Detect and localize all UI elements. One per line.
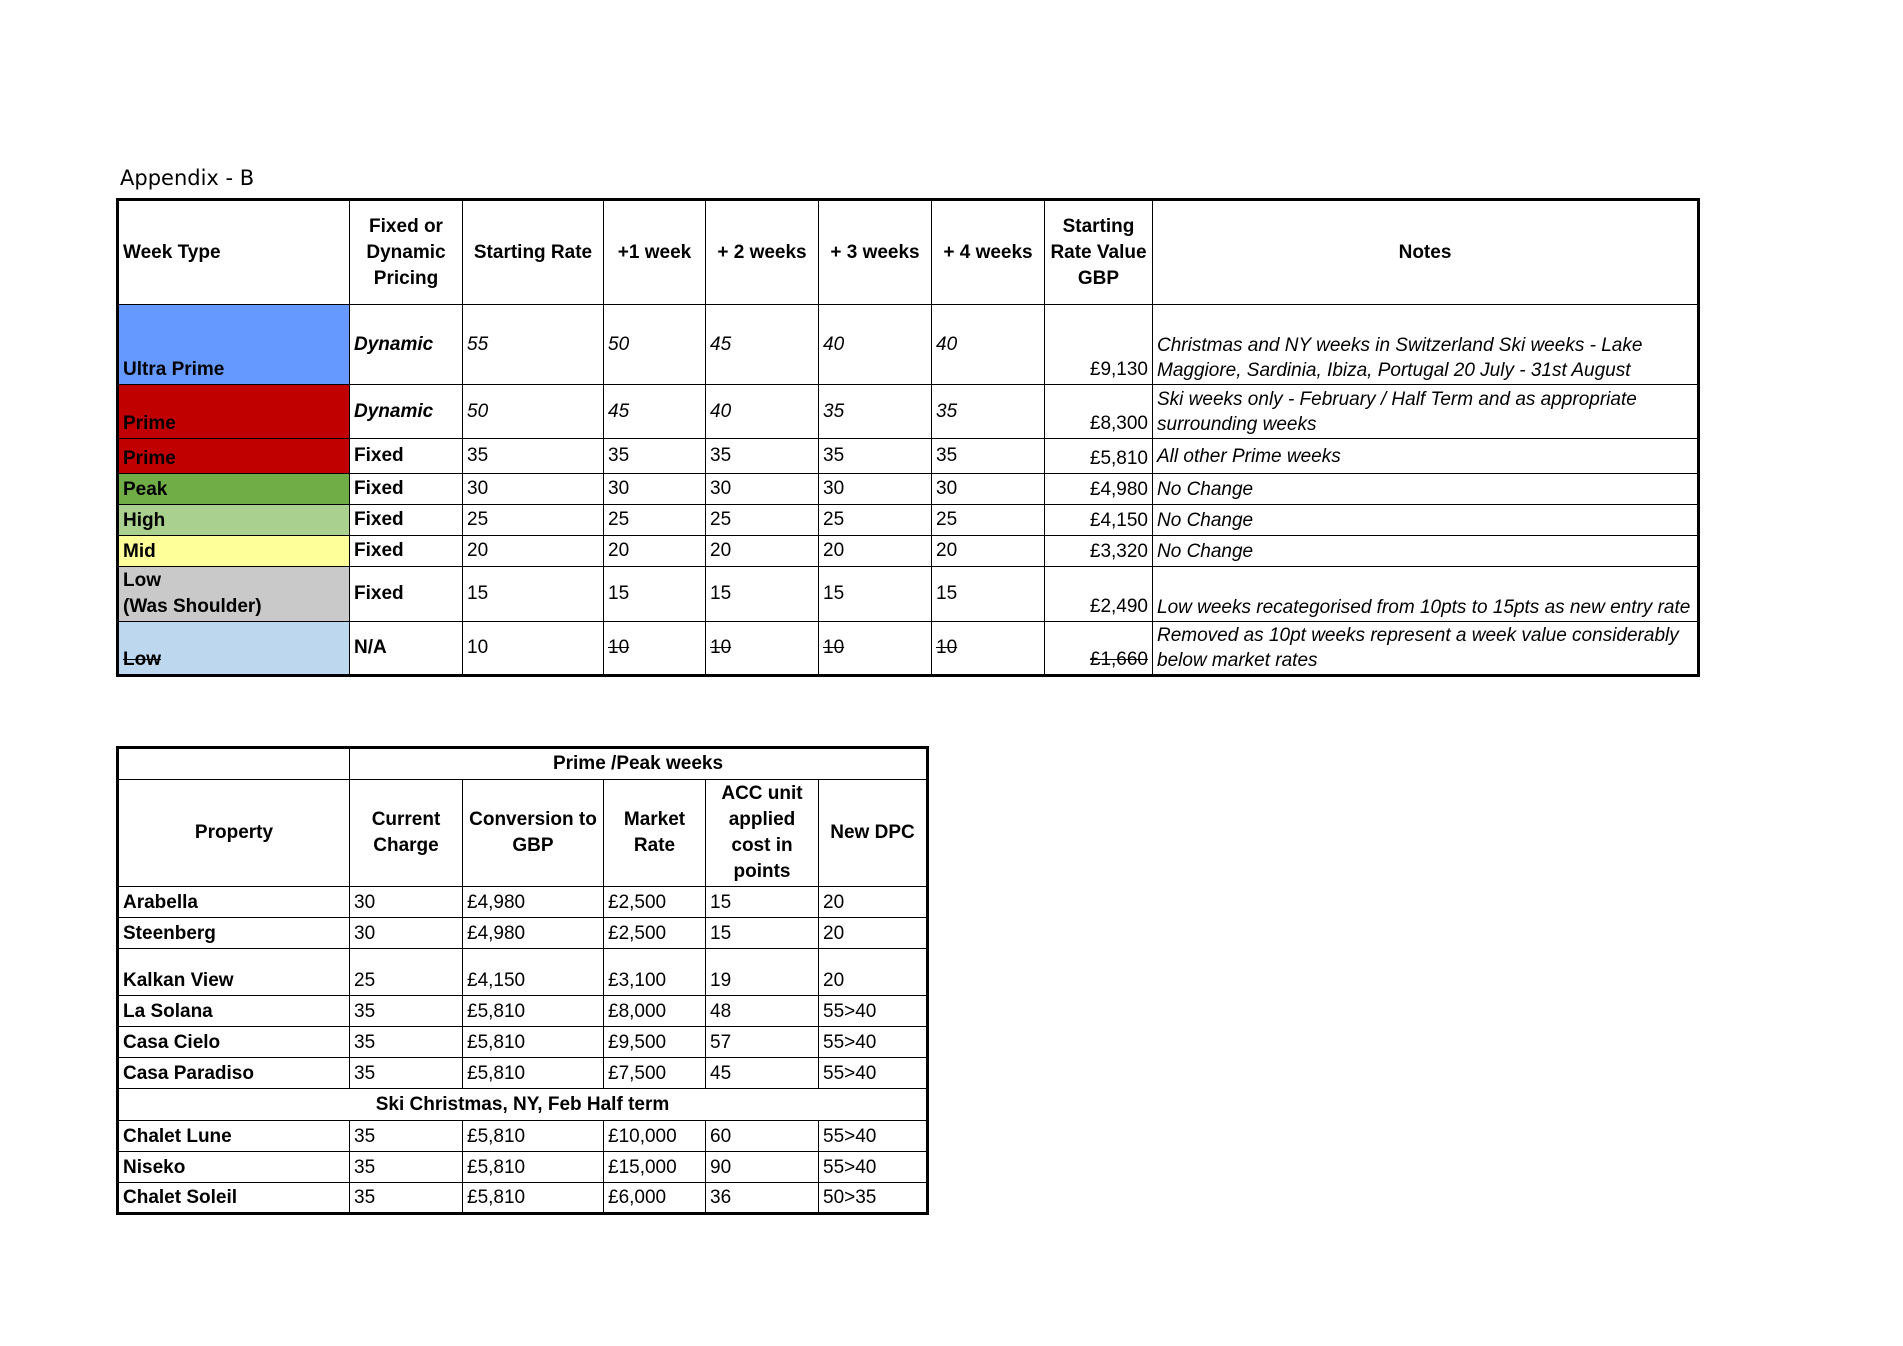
rates-header-row	[118, 200, 1699, 305]
current-charge-cell: 35	[350, 1027, 463, 1058]
table-row	[118, 439, 1699, 474]
plus-3-weeks-cell: 40	[819, 305, 932, 385]
plus-2-weeks-cell: 30	[706, 474, 819, 505]
conversion-cell: £4,980	[463, 918, 604, 949]
plus-1-week-cell: 20	[604, 536, 706, 567]
value-gbp-cell: £2,490	[1045, 567, 1153, 622]
new-dpc-cell: 20	[819, 918, 928, 949]
property-cell: Chalet Soleil	[118, 1183, 350, 1214]
starting-rate-cell: 50	[463, 385, 604, 439]
plus-1-week-cell: 45	[604, 385, 706, 439]
group-header-row	[118, 748, 928, 780]
value-gbp-cell: £4,150	[1045, 505, 1153, 536]
week-type-line: Low	[123, 570, 161, 591]
pricing-cell: N/A	[350, 622, 463, 676]
property-cell: Niseko	[118, 1152, 350, 1183]
market-rate-cell: £10,000	[604, 1121, 706, 1152]
week-type-rates-table	[116, 198, 1700, 677]
week-type-cell: Ultra Prime	[118, 305, 350, 385]
notes-cell: Low weeks recategorised from 10pts to 15pts as new entry rate	[1153, 567, 1699, 622]
plus-2-weeks-cell: 25	[706, 505, 819, 536]
new-dpc-cell: 20	[819, 887, 928, 918]
conversion-cell: £5,810	[463, 1121, 604, 1152]
plus-2-weeks-cell: 15	[706, 567, 819, 622]
starting-rate-cell: 30	[463, 474, 604, 505]
plus-2-weeks-cell: 10	[706, 622, 819, 676]
header-plus-1-week: +1 week	[604, 200, 706, 305]
conversion-cell: £5,810	[463, 1058, 604, 1089]
conversion-cell: £5,810	[463, 1152, 604, 1183]
property-header-row	[118, 780, 928, 887]
appendix-title: Appendix - B	[120, 166, 255, 190]
property-cell: Steenberg	[118, 918, 350, 949]
header-market-rate: Market Rate	[604, 780, 706, 887]
notes-cell: All other Prime weeks	[1153, 439, 1699, 474]
value-gbp-cell: £1,660	[1045, 622, 1153, 676]
plus-1-week-cell: 50	[604, 305, 706, 385]
acc-cost-cell: 15	[706, 918, 819, 949]
value-gbp-cell: £8,300	[1045, 385, 1153, 439]
starting-rate-cell: 20	[463, 536, 604, 567]
acc-cost-cell: 45	[706, 1058, 819, 1089]
starting-rate-cell: 10	[463, 622, 604, 676]
plus-4-weeks-cell: 40	[932, 305, 1045, 385]
current-charge-cell: 30	[350, 887, 463, 918]
table-row	[118, 1058, 928, 1089]
starting-rate-cell: 55	[463, 305, 604, 385]
market-rate-cell: £2,500	[604, 887, 706, 918]
market-rate-cell: £7,500	[604, 1058, 706, 1089]
plus-2-weeks-cell: 20	[706, 536, 819, 567]
header-plus-3-weeks: + 3 weeks	[819, 200, 932, 305]
new-dpc-cell: 20	[819, 949, 928, 996]
value-gbp-cell: £5,810	[1045, 439, 1153, 474]
prime-peak-header: Prime /Peak weeks	[350, 748, 928, 780]
property-cell: Kalkan View	[118, 949, 350, 996]
week-type-cell: Prime	[118, 439, 350, 474]
acc-cost-cell: 15	[706, 887, 819, 918]
week-type-cell: Mid	[118, 536, 350, 567]
header-acc-unit-cost: ACC unit applied cost in points	[706, 780, 819, 887]
table-row	[118, 1183, 928, 1214]
pricing-cell: Fixed	[350, 536, 463, 567]
pricing-cell: Fixed	[350, 567, 463, 622]
notes-cell: Christmas and NY weeks in Switzerland Ski weeks - Lake Maggiore, Sardinia, Ibiza, Portugal 20 July - 31st August	[1153, 305, 1699, 385]
table-row	[118, 385, 1699, 439]
table-row	[118, 949, 928, 996]
plus-3-weeks-cell: 20	[819, 536, 932, 567]
table-row	[118, 567, 1699, 622]
table-row	[118, 887, 928, 918]
plus-4-weeks-cell: 35	[932, 439, 1045, 474]
plus-2-weeks-cell: 45	[706, 305, 819, 385]
pricing-cell: Dynamic	[350, 385, 463, 439]
acc-cost-cell: 19	[706, 949, 819, 996]
header-new-dpc: New DPC	[819, 780, 928, 887]
value-gbp-cell: £3,320	[1045, 536, 1153, 567]
plus-4-weeks-cell: 25	[932, 505, 1045, 536]
current-charge-cell: 35	[350, 996, 463, 1027]
table-row	[118, 1152, 928, 1183]
plus-1-week-cell: 35	[604, 439, 706, 474]
new-dpc-cell: 55>40	[819, 1058, 928, 1089]
notes-cell: No Change	[1153, 505, 1699, 536]
header-plus-4-weeks: + 4 weeks	[932, 200, 1045, 305]
header-current-charge: Current Charge	[350, 780, 463, 887]
header-starting-rate: Starting Rate	[463, 200, 604, 305]
property-cell: Arabella	[118, 887, 350, 918]
table-row	[118, 996, 928, 1027]
acc-cost-cell: 90	[706, 1152, 819, 1183]
plus-2-weeks-cell: 35	[706, 439, 819, 474]
week-type-cell: Peak	[118, 474, 350, 505]
plus-1-week-cell: 25	[604, 505, 706, 536]
header-pricing: Fixed or Dynamic Pricing	[350, 200, 463, 305]
market-rate-cell: £8,000	[604, 996, 706, 1027]
week-type-line: (Was Shoulder)	[123, 596, 262, 617]
ski-header-row	[118, 1089, 928, 1121]
conversion-cell: £4,150	[463, 949, 604, 996]
acc-cost-cell: 60	[706, 1121, 819, 1152]
header-notes: Notes	[1153, 200, 1699, 305]
pricing-cell: Fixed	[350, 439, 463, 474]
property-cell: Chalet Lune	[118, 1121, 350, 1152]
current-charge-cell: 35	[350, 1121, 463, 1152]
week-type-cell: Low	[118, 622, 350, 676]
table-row	[118, 505, 1699, 536]
market-rate-cell: £6,000	[604, 1183, 706, 1214]
plus-3-weeks-cell: 35	[819, 385, 932, 439]
notes-cell: No Change	[1153, 474, 1699, 505]
week-type-cell: Prime	[118, 385, 350, 439]
starting-rate-cell: 15	[463, 567, 604, 622]
header-week-type: Week Type	[118, 200, 350, 305]
starting-rate-cell: 25	[463, 505, 604, 536]
current-charge-cell: 30	[350, 918, 463, 949]
market-rate-cell: £3,100	[604, 949, 706, 996]
starting-rate-cell: 35	[463, 439, 604, 474]
table-row	[118, 1121, 928, 1152]
current-charge-cell: 35	[350, 1152, 463, 1183]
property-table	[116, 746, 929, 1215]
conversion-cell: £5,810	[463, 1183, 604, 1214]
plus-3-weeks-cell: 25	[819, 505, 932, 536]
conversion-cell: £4,980	[463, 887, 604, 918]
empty-cell	[118, 748, 350, 780]
current-charge-cell: 25	[350, 949, 463, 996]
acc-cost-cell: 57	[706, 1027, 819, 1058]
plus-2-weeks-cell: 40	[706, 385, 819, 439]
notes-cell: Ski weeks only - February / Half Term and as appropriate surrounding weeks	[1153, 385, 1699, 439]
new-dpc-cell: 55>40	[819, 996, 928, 1027]
header-conversion: Conversion to GBP	[463, 780, 604, 887]
acc-cost-cell: 48	[706, 996, 819, 1027]
header-plus-2-weeks: + 2 weeks	[706, 200, 819, 305]
plus-4-weeks-cell: 35	[932, 385, 1045, 439]
plus-3-weeks-cell: 35	[819, 439, 932, 474]
property-cell: Casa Cielo	[118, 1027, 350, 1058]
table-row	[118, 474, 1699, 505]
notes-cell: No Change	[1153, 536, 1699, 567]
pricing-cell: Fixed	[350, 474, 463, 505]
current-charge-cell: 35	[350, 1058, 463, 1089]
value-gbp-cell: £4,980	[1045, 474, 1153, 505]
header-property: Property	[118, 780, 350, 887]
week-type-cell: High	[118, 505, 350, 536]
pricing-cell: Fixed	[350, 505, 463, 536]
pricing-cell: Dynamic	[350, 305, 463, 385]
table-row	[118, 305, 1699, 385]
table-row	[118, 918, 928, 949]
market-rate-cell: £15,000	[604, 1152, 706, 1183]
acc-cost-cell: 36	[706, 1183, 819, 1214]
new-dpc-cell: 55>40	[819, 1152, 928, 1183]
plus-4-weeks-cell: 30	[932, 474, 1045, 505]
week-type-cell	[118, 567, 350, 622]
plus-3-weeks-cell: 10	[819, 622, 932, 676]
plus-4-weeks-cell: 15	[932, 567, 1045, 622]
plus-4-weeks-cell: 20	[932, 536, 1045, 567]
current-charge-cell: 35	[350, 1183, 463, 1214]
table-row	[118, 1027, 928, 1058]
table-row	[118, 536, 1699, 567]
market-rate-cell: £2,500	[604, 918, 706, 949]
plus-1-week-cell: 30	[604, 474, 706, 505]
value-gbp-cell: £9,130	[1045, 305, 1153, 385]
plus-1-week-cell: 10	[604, 622, 706, 676]
plus-3-weeks-cell: 30	[819, 474, 932, 505]
property-cell: Casa Paradiso	[118, 1058, 350, 1089]
plus-3-weeks-cell: 15	[819, 567, 932, 622]
plus-4-weeks-cell: 10	[932, 622, 1045, 676]
property-cell: La Solana	[118, 996, 350, 1027]
notes-cell: Removed as 10pt weeks represent a week value considerably below market rates	[1153, 622, 1699, 676]
new-dpc-cell: 55>40	[819, 1121, 928, 1152]
new-dpc-cell: 55>40	[819, 1027, 928, 1058]
market-rate-cell: £9,500	[604, 1027, 706, 1058]
conversion-cell: £5,810	[463, 1027, 604, 1058]
ski-section-header: Ski Christmas, NY, Feb Half term	[118, 1089, 928, 1121]
header-starting-rate-value: Starting Rate Value GBP	[1045, 200, 1153, 305]
plus-1-week-cell: 15	[604, 567, 706, 622]
new-dpc-cell: 50>35	[819, 1183, 928, 1214]
conversion-cell: £5,810	[463, 996, 604, 1027]
table-row	[118, 622, 1699, 676]
